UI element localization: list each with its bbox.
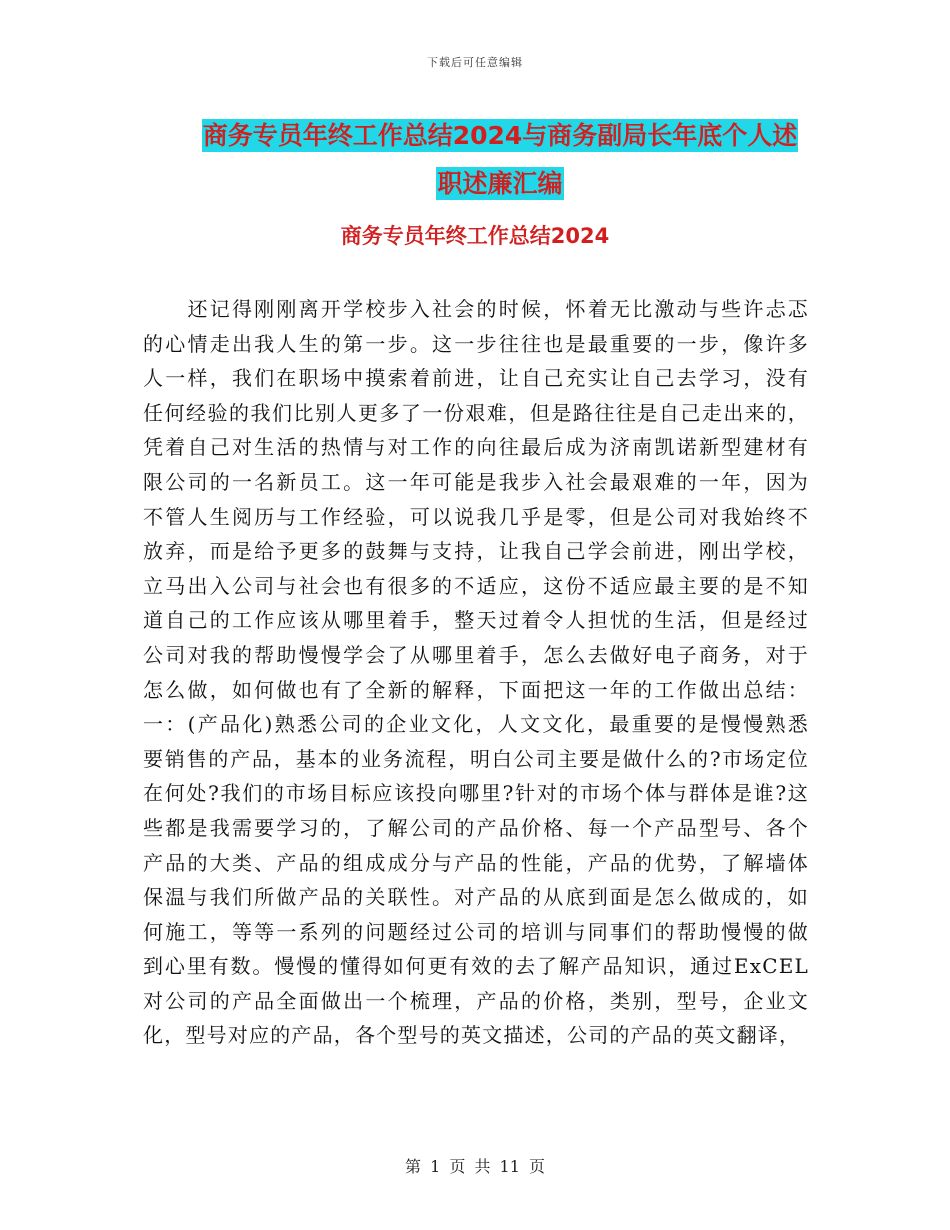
- body-line: 任何经验的我们比别人更多了一份艰难，但是路往往是自己走出来的，: [143, 400, 809, 425]
- body-line: 产品的大类、产品的组成成分与产品的性能，产品的优势，了解墙体: [143, 850, 809, 875]
- body-line: 何施工，等等一系列的问题经过公司的培训与同事们的帮助慢慢的做: [143, 919, 809, 944]
- body-line: 对公司的产品全面做出一个梳理，产品的价格，类别，型号，企业文: [143, 988, 809, 1013]
- section-title: 商务专员年终工作总结2024: [340, 224, 610, 248]
- body-text: [143, 292, 809, 1053]
- body-line: 放弃，而是给予更多的鼓舞与支持，让我自己学会前进，刚出学校，: [143, 539, 809, 564]
- body-line: 公司对我的帮助慢慢学会了从哪里着手，怎么去做好电子商务，对于: [143, 642, 809, 667]
- body-line: 不管人生阅历与工作经验，可以说我几乎是零，但是公司对我始终不: [143, 504, 809, 529]
- header-note: 下载后可任意编辑: [427, 56, 523, 69]
- body-line: 保温与我们所做产品的关联性。对产品的从底到面是怎么做成的，如: [143, 885, 809, 910]
- title-line-2: 职述廉汇编: [437, 169, 563, 198]
- body-line: 限公司的一名新员工。这一年可能是我步入社会最艰难的一年，因为: [143, 469, 809, 494]
- body-line: 怎么做，如何做也有了全新的解释，下面把这一年的工作做出总结：: [143, 677, 809, 702]
- title-line-1: 商务专员年终工作总结2024与商务副局长年底个人述: [202, 121, 798, 150]
- body-line: 一：(产品化)熟悉公司的企业文化，人文文化，最重要的是慢慢熟悉: [143, 712, 809, 737]
- body-line: 化，型号对应的产品，各个型号的英文描述，公司的产品的英文翻译，: [143, 1023, 801, 1048]
- body-line: 要销售的产品，基本的业务流程，明白公司主要是做什么的?市场定位: [143, 746, 809, 771]
- page-number: 第 1 页 共 11 页: [405, 1157, 545, 1176]
- body-line: 立马出入公司与社会也有很多的不适应，这份不适应最主要的是不知: [143, 573, 809, 598]
- body-line: 些都是我需要学习的，了解公司的产品价格、每一个产品型号、各个: [143, 815, 809, 840]
- body-line: 道自己的工作应该从哪里着手，整天过着令人担忧的生活，但是经过: [143, 608, 809, 633]
- body-line: 的心情走出我人生的第一步。这一步往往也是最重要的一步，像许多: [143, 331, 809, 356]
- document-title: [140, 112, 860, 208]
- body-line: 凭着自己对生活的热情与对工作的向往最后成为济南凯诺新型建材有: [143, 435, 809, 460]
- body-line: 人一样，我们在职场中摸索着前进，让自己充实让自己去学习，没有: [143, 366, 809, 391]
- body-line: 在何处?我们的市场目标应该投向哪里?针对的市场个体与群体是谁?这: [143, 781, 809, 806]
- body-line: 到心里有数。慢慢的懂得如何更有效的去了解产品知识，通过ExCEL: [143, 954, 809, 979]
- body-line: 还记得刚刚离开学校步入社会的时候，怀着无比激动与些许忐忑: [143, 297, 809, 321]
